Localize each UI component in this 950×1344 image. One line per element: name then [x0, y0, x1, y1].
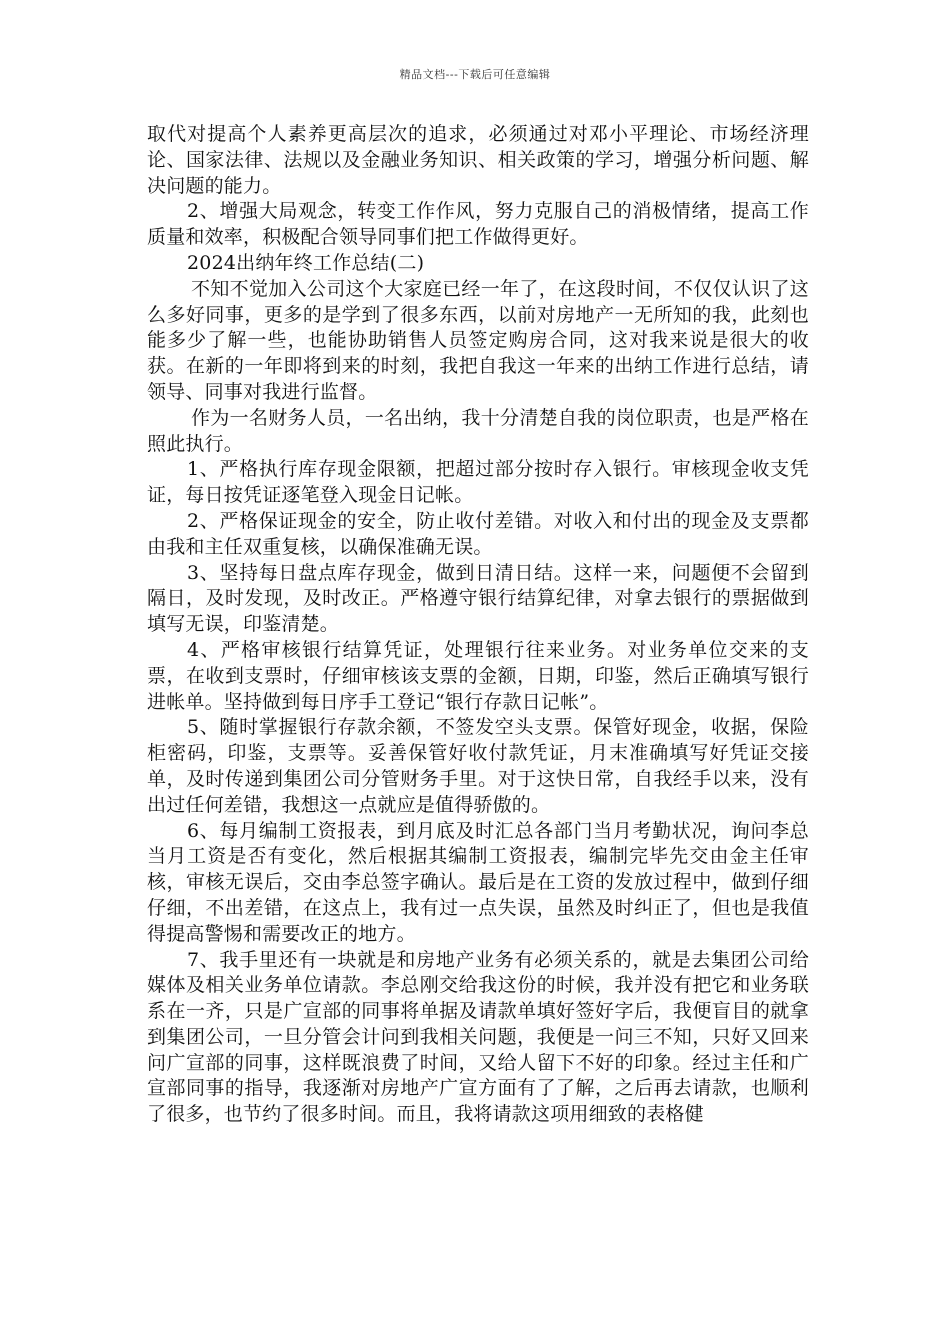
paragraph: 1、严格执行库存现金限额，把超过部分按时存入银行。审核现金收支凭证，每日按凭证逐笔登入现金日记帐。	[147, 458, 809, 507]
paragraph: 5、随时掌握银行存款余额，不签发空头支票。保管好现金，收据，保险柜密码，印鉴，支票等。妥善保管好收付款凭证，月末准确填写好凭证交接单，及时传递到集团公司分管财务手里。对于这快日常，自我经手以来，没有出过任何差错，我想这一点就应是值得骄傲的。	[147, 716, 809, 816]
page-header: 精品文档---下载后可任意编辑	[399, 68, 551, 81]
paragraph: 2、严格保证现金的安全，防止收付差错。对收入和付出的现金及支票都由我和主任双重复核，以确保准确无误。	[147, 509, 809, 558]
section-title: 2024出纳年终工作总结(二)	[187, 251, 425, 274]
paragraph: 6、每月编制工资报表，到月底及时汇总各部门当月考勤状况，询问李总当月工资是否有变化，然后根据其编制工资报表，编制完毕先交由金主任审核，审核无误后，交由李总签字确认。最后是在工资的发放过程中，做到仔细仔细，不出差错，在这点上，我有过一点失误，虽然及时纠正了，但也是我值得提高警惕和需要改正的地方。	[147, 819, 809, 945]
paragraph: 3、坚持每日盘点库存现金，做到日清日结。这样一来，问题便不会留到隔日，及时发现，及时改正。严格遵守银行结算纪律，对拿去银行的票据做到填写无误，印鉴清楚。	[147, 561, 809, 636]
paragraph: 4、严格审核银行结算凭证，处理银行往来业务。对业务单位交来的支票，在收到支票时，仔细审核该支票的金额，日期，印鉴，然后正确填写银行进帐单。坚持做到每日序手工登记“银行存款日记帐”。	[147, 638, 809, 713]
paragraph: 不知不觉加入公司这个大家庭已经一年了，在这段时间，不仅仅认识了这么多好同事，更多的是学到了很多东西，以前对房地产一无所知的我，此刻也能多少了解一些，也能协助销售人员签定购房合同，这对我来说是很大的收获。在新的一年即将到来的时刻，我把自我这一年来的出纳工作进行总结，请领导、同事对我进行监督。	[147, 277, 809, 403]
paragraph: 7、我手里还有一块就是和房地产业务有必须关系的，就是去集团公司给媒体及相关业务单位请款。李总刚交给我这份的时候，我并没有把它和业务联系在一齐，只是广宣部的同事将单据及请款单填好签好字后，我便盲目的就拿到集团公司，一旦分管会计问到我相关问题，我便是一问三不知，只好又回来问广宣部的同事，这样既浪费了时间，又给人留下不好的印象。经过主任和广宣部同事的指导，我逐渐对房地产广宣方面有了了解，之后再去请款，也顺利了很多，也节约了很多时间。而且，我将请款这项用细致的表格健	[147, 948, 809, 1126]
paragraph: 2、增强大局观念，转变工作作风，努力克服自己的消极情绪，提高工作质量和效率，积极配合领导同事们把工作做得更好。	[147, 200, 809, 249]
document-body	[147, 122, 809, 1128]
paragraph: 作为一名财务人员，一名出纳，我十分清楚自我的岗位职责，也是严格在照此执行。	[147, 406, 809, 455]
paragraph: 取代对提高个人素养更高层次的追求，必须通过对邓小平理论、市场经济理论、国家法律、法规以及金融业务知识、相关政策的学习，增强分析问题、解决问题的能力。	[147, 123, 809, 197]
